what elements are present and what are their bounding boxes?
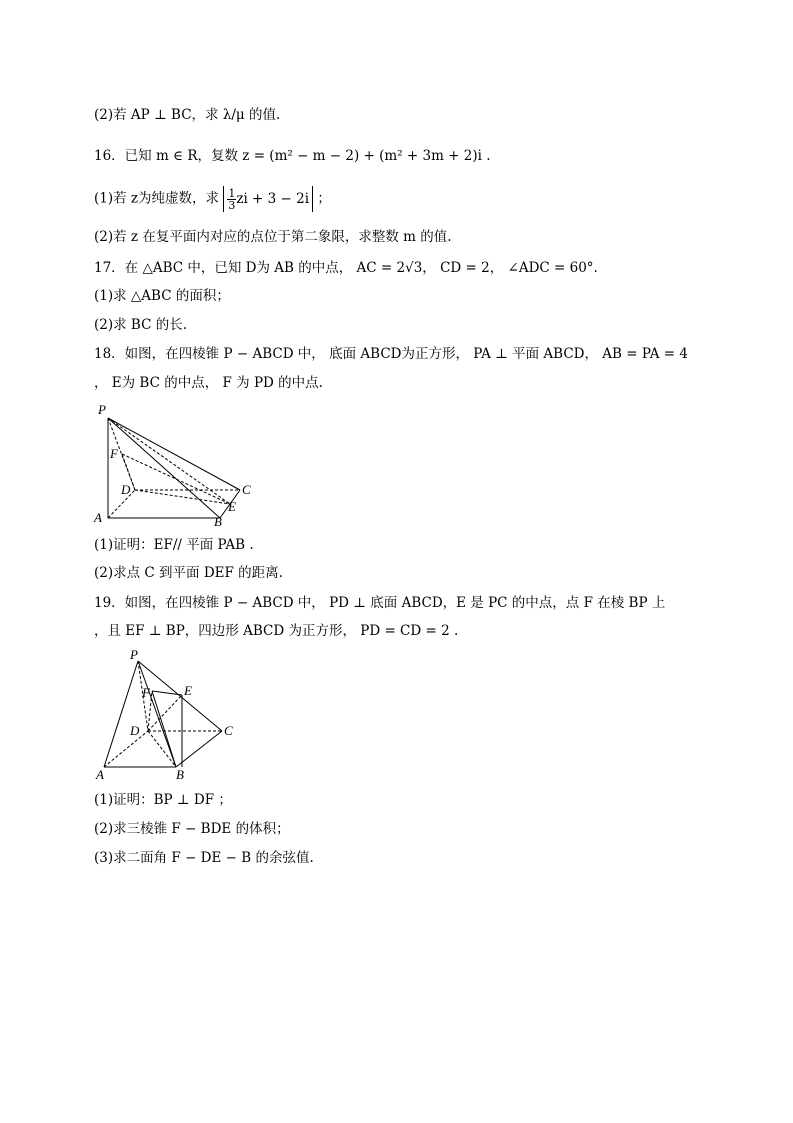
label-C: C: [242, 482, 251, 497]
q16-part2: (2)若 z 在复平面内对应的点位于第二象限，求整数 m 的值.: [94, 229, 452, 245]
q16-part1: [94, 186, 331, 212]
q17-stem: 17．在 △ABC 中，已知 D为 AB 的中点， AC = 2√3， CD = 2， ∠ADC = 60°.: [94, 260, 598, 276]
label-P: P: [130, 647, 138, 662]
abs-expression: [223, 186, 313, 212]
figure-q19-pyramid: [90, 645, 250, 785]
label-A: A: [94, 510, 102, 525]
label-D: D: [121, 482, 131, 497]
label-F: F: [142, 685, 150, 700]
label-F: F: [110, 446, 118, 461]
fraction-one-third: $\frac{1}{3}$: [228, 187, 236, 212]
label-C: C: [224, 723, 233, 738]
q16-part1-text: (1)若 z为纯虚数，求: [94, 190, 224, 207]
q19-stem: 19．如图，在四棱锥 P − ABCD 中， PD ⊥ 底面 ABCD，E 是 PC 的中点，点 F 在棱 BP 上: [94, 595, 666, 611]
q16-stem: 16．已知 m ∈ R，复数 z = (m² − m − 2) + (m² + 3m + 2)i .: [94, 148, 491, 164]
label-P: P: [98, 402, 106, 417]
q17-part2: (2)求 BC 的长.: [94, 317, 187, 333]
label-D: D: [130, 723, 140, 738]
q19-part2: (2)求三棱锥 F − BDE 的体积；: [94, 821, 290, 837]
label-A: A: [96, 767, 104, 782]
label-B: B: [214, 514, 222, 528]
q19-part1: (1)证明：BP ⊥ DF ；: [94, 792, 232, 808]
q16-part1-end: ；: [313, 190, 331, 207]
q15-part2: (2)若 AP ⊥ BC，求 λ/μ 的值.: [94, 107, 281, 123]
q18-part1: (1)证明：EF// 平面 PAB .: [94, 537, 254, 553]
label-E: E: [184, 683, 192, 698]
q17-part1: (1)求 △ABC 的面积；: [94, 288, 230, 304]
q18-stem-cont: ， E为 BC 的中点， F 为 PD 的中点.: [94, 375, 323, 391]
abs-expression-text: zi + 3 − 2i: [236, 191, 310, 207]
label-E: E: [228, 499, 236, 514]
q18-stem: 18．如图，在四棱锥 P − ABCD 中， 底面 ABCD为正方形， PA ⊥ 平面 ABCD， AB = PA = 4: [94, 346, 688, 362]
q19-part3: (3)求二面角 F − DE − B 的余弦值.: [94, 850, 314, 866]
label-B: B: [176, 767, 184, 782]
figure-q18-pyramid: [90, 398, 260, 528]
q18-part2: (2)求点 C 到平面 DEF 的距离.: [94, 565, 283, 581]
q19-stem-cont: ，且 EF ⊥ BP，四边形 ABCD 为正方形， PD = CD = 2 .: [94, 623, 459, 639]
